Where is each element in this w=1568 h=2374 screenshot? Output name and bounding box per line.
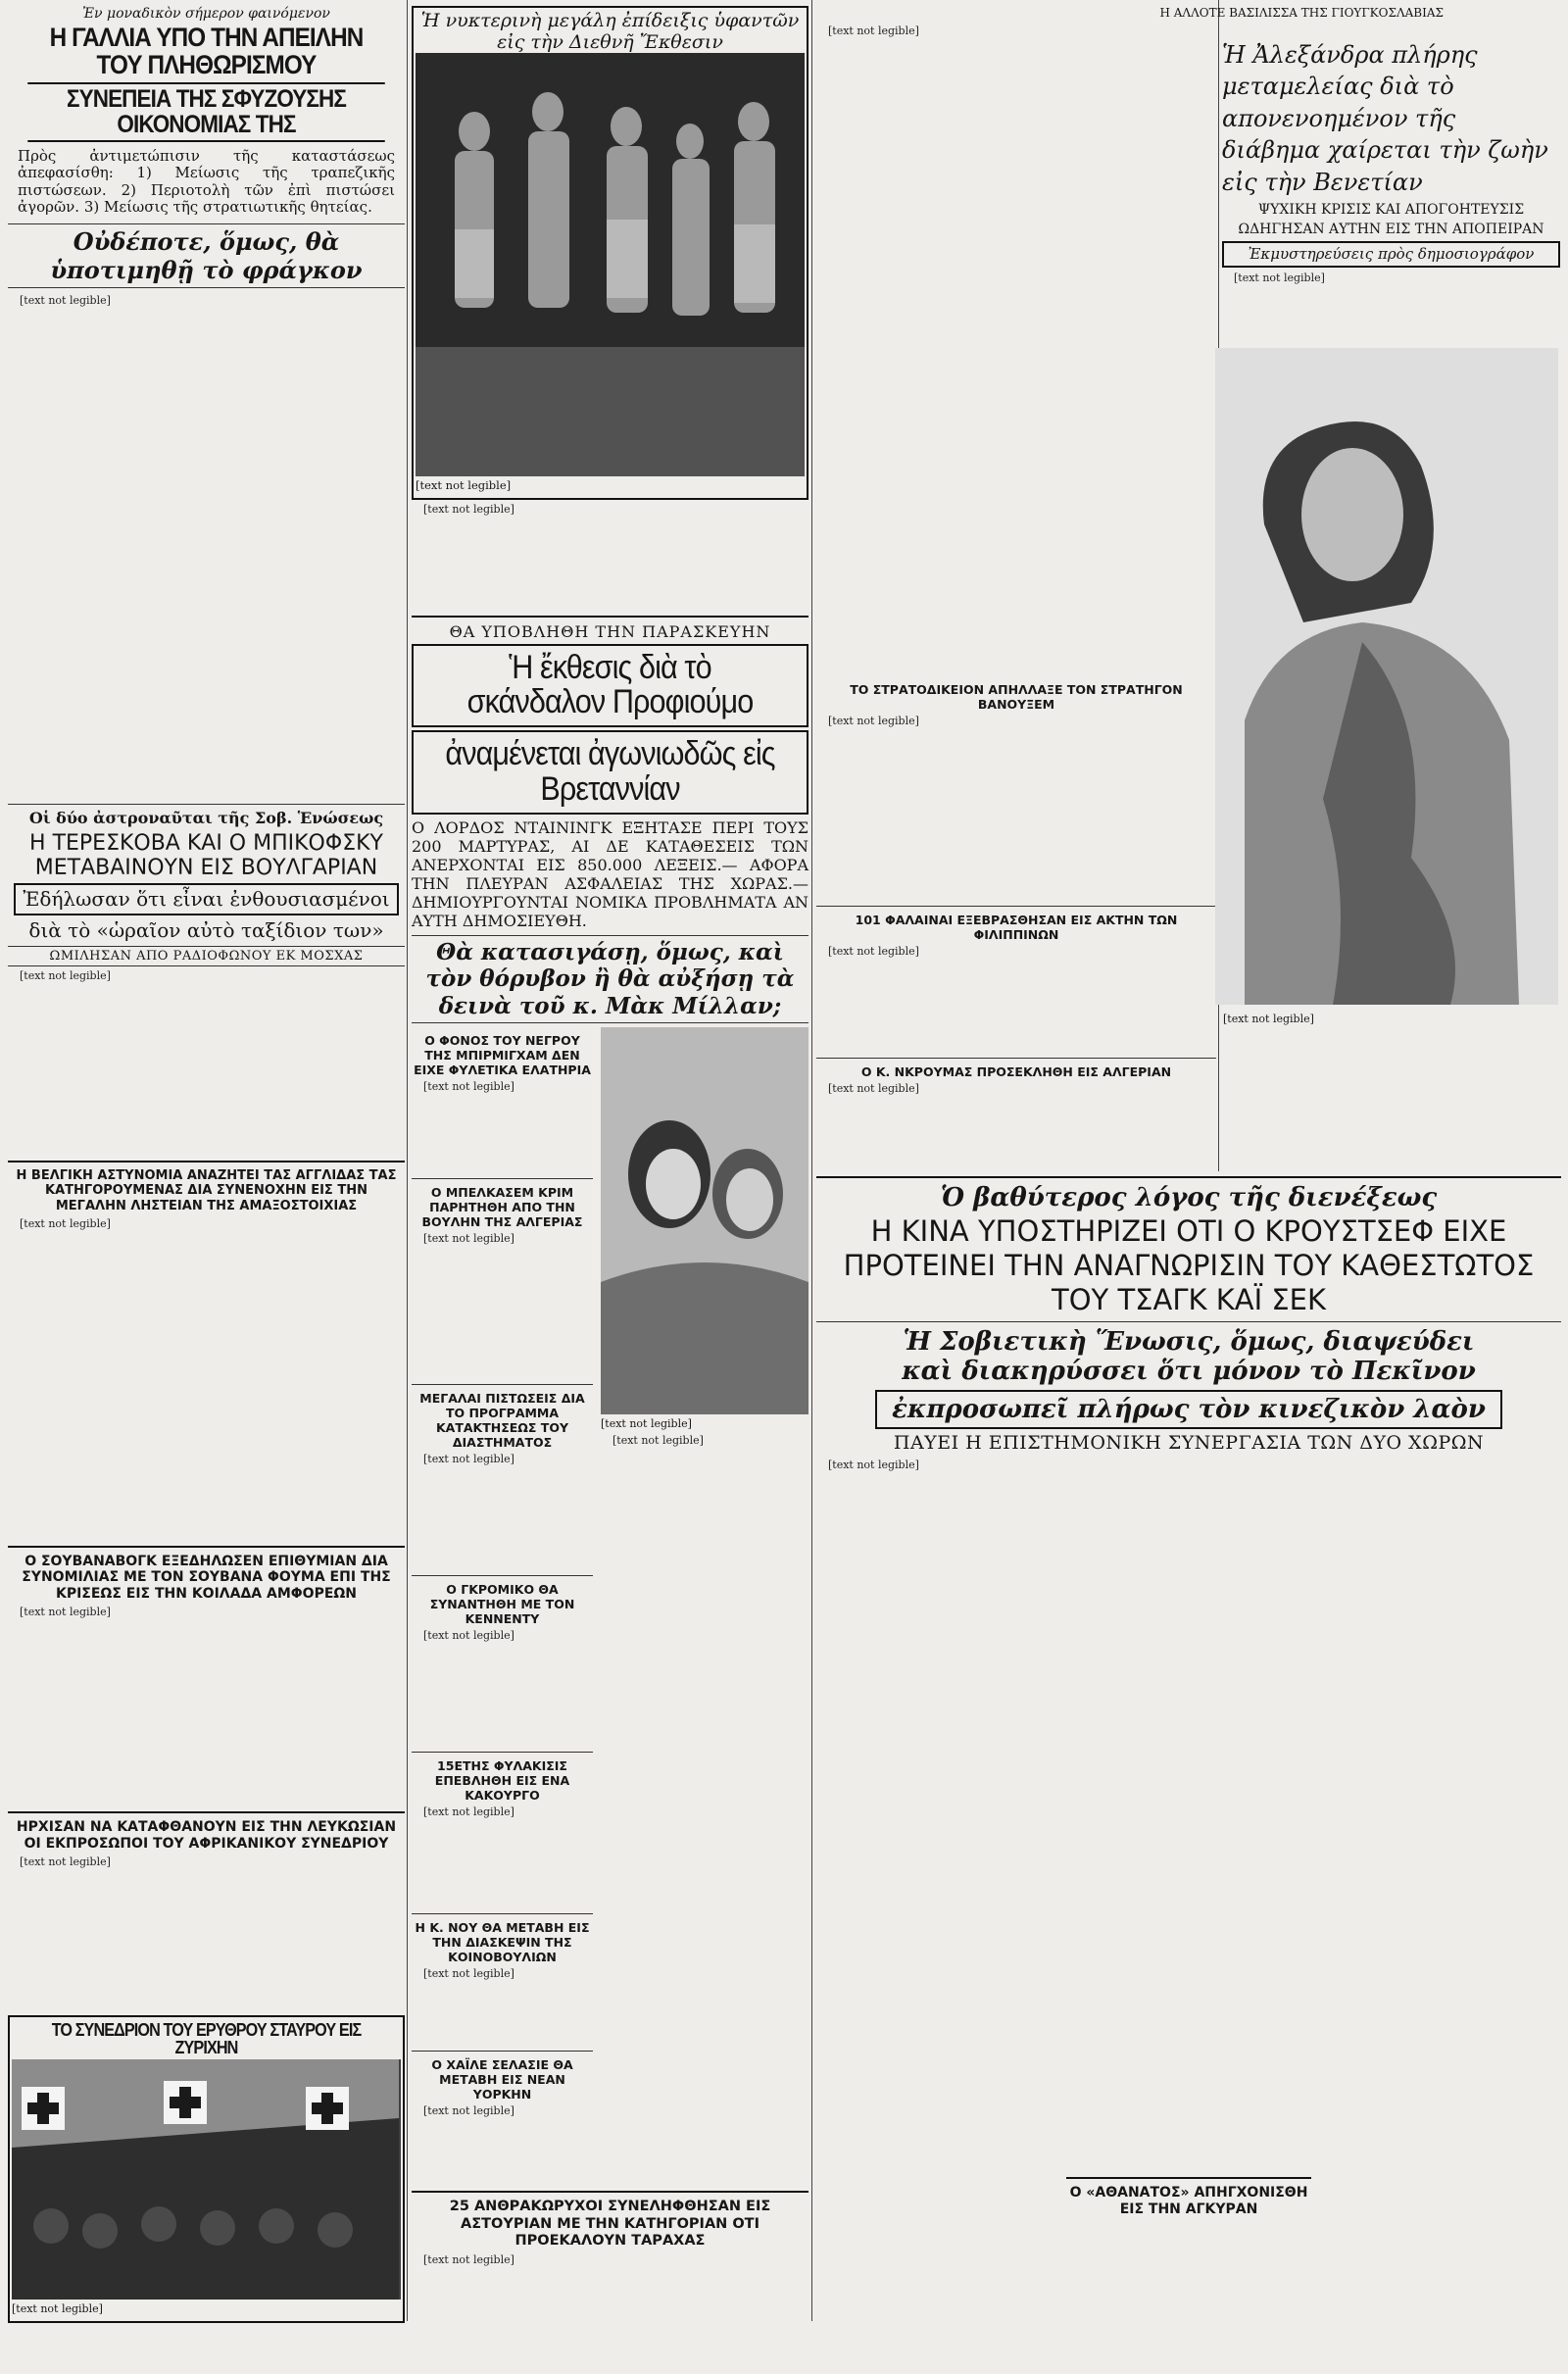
two-column-section <box>412 1027 808 2186</box>
fashion-show-photo <box>416 53 805 476</box>
alexandra-photo <box>1215 348 1558 1005</box>
headline: ΗΡΧΙΣΑΝ ΝΑ ΚΑΤΑΦΘΑΝΟΥΝ ΕΙΣ ΤΗΝ ΛΕΥΚΩΣΙΑΝ ΟΙ ΕΚΠΡΟΣΩΠΟΙ ΤΟΥ ΑΦΡΙΚΑΝΙΚΟΥ ΣΥΝΕΔΡΙΟΥ <box>16 1818 397 1852</box>
headline: Ο ΦΟΝΟΣ ΤΟΥ ΝΕΓΡΟΥ ΤΗΣ ΜΠΙΡΜΙΓΧΑΜ ΔΕΝ ΕΙΧΕ ΦΥΛΕΤΙΚΑ ΕΛΑΤΗΡΙΑ <box>414 1033 591 1078</box>
headline: Ο ΣΟΥΒΑΝΑΒΟΓΚ ΕΞΕΔΗΛΩΣΕΝ ΕΠΙΘΥΜΙΑΝ ΔΙΑ ΣΥΝΟΜΙΛΙΑΣ ΜΕ ΤΟΝ ΣΟΥΒΑΝΑ ΦΟΥΜΑ ΕΠΙ ΤΗΣ ΚΡΙΣΕΩΣ ΕΙΣ ΤΗΝ ΚΟΙΛΑΔΑ ΑΜΦΟΡΕΩΝ <box>22 1553 391 1603</box>
article-text: [text not legible] <box>423 1805 514 1819</box>
divider <box>412 1752 593 1753</box>
article-body <box>816 715 1216 901</box>
article-text: [text not legible] <box>423 1080 514 1094</box>
deck: Πρὸς ἀντιμετώπισιν τῆς καταστάσεως ἀπεφασίσθη: 1) Μείωσις τῆς τραπεζικῆς πιστώσεων. 2) Περιοτολὴ τῶν ἐπὶ πιστώσει ἀγορῶν. 3) Μείωσις τῆς στρατιωτικῆς θητείας. <box>18 147 395 216</box>
divider <box>816 906 1216 907</box>
headline: Η ΓΑΛΛΙΑ ΥΠΟ ΤΗΝ ΑΠΕΙΛΗΝ ΤΟΥ ΠΛΗΘΩΡΙΣΜΟΥ <box>27 24 385 84</box>
kicker: Ἐν μοναδικὸν σήμερον φαινόμενον <box>82 6 330 22</box>
article-text: [text not legible] <box>20 294 111 308</box>
divider <box>412 1913 593 1914</box>
divider <box>8 1546 405 1548</box>
divider <box>816 1176 1561 1178</box>
headline: 15ΕΤΗΣ ΦΥΛΑΚΙΣΙΣ ΕΠΕΒΛΗΘΗ ΕΙΣ ΕΝΑ ΚΑΚΟΥΡΓΟ <box>434 1758 570 1804</box>
divider <box>8 1811 405 1813</box>
kicker: Ὁ βαθύτερος λόγος τῆς διενέξεως <box>940 1183 1438 1212</box>
portrait-photo <box>601 1027 808 1414</box>
article-text: [text not legible] <box>423 502 514 516</box>
photo-box <box>8 2015 405 2323</box>
divider <box>8 1161 405 1162</box>
article-body <box>8 294 405 799</box>
headline: ΤΟ ΣΤΡΑΤΟΔΙΚΕΙΟΝ ΑΠΗΛΛΑΞΕ ΤΟΝ ΣΤΡΑΤΗΓΟΝ ΒΑΝΟΥΞΕΜ <box>850 682 1183 712</box>
quote-box: Ἐδήλωσαν ὅτι εἶναι ἐνθουσιασμένοι <box>14 883 399 915</box>
headline-box <box>412 730 808 814</box>
article-text: [text not legible] <box>828 1459 919 1472</box>
headline: Ο ΜΠΕΛΚΑΣΕΜ ΚΡΙΜ ΠΑΡΗΤΗΘΗ ΑΠΟ ΤΗΝ ΒΟΥΛΗΝ ΤΗΣ ΑΛΓΕΡΙΑΣ <box>421 1185 583 1230</box>
article-body <box>412 1967 593 2046</box>
red-cross-icon <box>306 2087 349 2130</box>
kicker: Η ΑΛΛΟΤΕ ΒΑΣΙΛΙΣΣΑ ΤΗΣ ΓΙΟΥΓΚΟΣΛΑΒΙΑΣ <box>1159 6 1444 20</box>
photo-caption: [text not legible] <box>601 1417 692 1431</box>
article-text: [text not legible] <box>423 1967 514 1981</box>
article-text: [text not legible] <box>423 1629 514 1643</box>
subheadline: καὶ διακηρύσσει ὅτι μόνον τὸ Πεκῖνον <box>902 1357 1476 1387</box>
photo-headline: Ἡ νυκτερινὴ μεγάλη ἐπίδειξις ὑφαντῶν εἰς τὴν Διεθνῆ Ἔκθεσιν <box>420 10 800 53</box>
photo-caption: [text not legible] <box>416 478 512 492</box>
subheadline: ΩΜΙΛΗΣΑΝ ΑΠΟ ΡΑΔΙΟΦΩΝΟΥ ΕΚ ΜΟΣΧΑΣ <box>8 946 405 966</box>
china-story <box>816 1171 1561 2221</box>
article-body <box>412 1232 593 1379</box>
divider <box>412 1575 593 1576</box>
athanatos-box <box>1066 2177 1311 2218</box>
article-text: [text not legible] <box>828 25 919 37</box>
subheadline-box <box>875 1390 1502 1429</box>
headline: Η ΚΙΝΑ ΥΠΟΣΤΗΡΙΖΕΙ ΟΤΙ Ο ΚΡΟΥΣΤΣΕΦ ΕΙΧΕ ΠΡΟΤΕΙΝΕΙ ΤΗΝ ΑΝΑΓΝΩΡΙΣΙΝ ΤΟΥ ΚΑΘΕΣΤΩΤΟΣ ΤΟΥ ΤΣΑΓΚ ΚΑΪ ΣΕΚ <box>843 1214 1535 1316</box>
headline: Η Κ. ΝΟΥ ΘΑ ΜΕΤΑΒΗ ΕΙΣ ΤΗΝ ΔΙΑΣΚΕΨΙΝ ΤΗΣ ΚΟΙΝΟΒΟΥΛΙΩΝ <box>415 1920 590 1965</box>
article-body <box>8 969 405 1156</box>
article-body <box>816 945 1216 1053</box>
article-text: [text not legible] <box>20 1216 111 1230</box>
photo-caption: [text not legible] <box>12 2302 103 2316</box>
article-body <box>412 1629 593 1747</box>
article-text: [text not legible] <box>423 2252 514 2266</box>
headline: 101 ΦΑΛΑΙΝΑΙ ΕΞΕΒΡΑΣΘΗΣΑΝ ΕΙΣ ΑΚΤΗΝ ΤΩΝ ΦΙΛΙΠΠΙΝΩΝ <box>855 913 1178 942</box>
news-briefs <box>412 1027 593 2186</box>
article-text: [text not legible] <box>828 715 919 727</box>
article-text: [text not legible] <box>423 2104 514 2118</box>
photo-box <box>412 6 808 500</box>
headline: Ἡ ἔκθεσις διὰ τὸ σκάνδαλον Προφιούμο <box>466 648 754 721</box>
headline: ἀναμένεται ἀγωνιωδῶς εἰς Βρεταννίαν <box>445 735 775 808</box>
column-a <box>8 0 405 2326</box>
section-title: Οἱ δύο ἀστροναῦται τῆς Σοβ. Ἑνώσεως <box>28 809 384 828</box>
article-body <box>816 25 1216 652</box>
headline: Ο Κ. ΝΚΡΟΥΜΑΣ ΠΡΟΣΕΚΛΗΘΗ ΕΙΣ ΑΛΓΕΡΙΑΝ <box>860 1064 1172 1079</box>
article-text: [text not legible] <box>20 1605 111 1618</box>
red-cross-icon <box>22 2087 65 2130</box>
article-body <box>8 1606 405 1806</box>
headline: Ἡ Ἀλεξάνδρα πλήρης μεταμελείας διὰ τὸ απονενοημένον τῆς διάβημα χαίρεται τὴν ζωὴν εἰς τὴν Βενετίαν <box>1222 41 1548 196</box>
article-body <box>412 2253 808 2371</box>
article-body <box>412 2104 593 2183</box>
divider <box>816 1321 1561 1322</box>
subheadline: ΩΔΗΓΗΣΑΝ ΑΥΤΗΝ ΕΙΣ ΤΗΝ ΑΠΟΠΕΙΡΑΝ <box>1238 222 1544 238</box>
fashion-show-photo-svg <box>416 53 805 476</box>
quote: διὰ τὸ «ὡραῖον αὐτὸ ταξίδιον των» <box>28 917 384 942</box>
article-text: [text not legible] <box>1234 272 1325 285</box>
portrait-photo-svg <box>601 1027 808 1414</box>
headline: ΜΕΓΑΛΑΙ ΠΙΣΤΩΣΕΙΣ ΔΙΑ ΤΟ ΠΡΟΓΡΑΜΜΑ ΚΑΤΑΚΤΗΣΕΩΣ ΤΟΥ ΔΙΑΣΤΗΜΑΤΟΣ <box>419 1391 585 1451</box>
column-divider <box>811 0 812 2321</box>
headline: Η ΤΕΡΕΣΚΟΒΑ ΚΑΙ Ο ΜΠΙΚΟΦΣΚΥ <box>29 830 383 856</box>
subheadline: ἐκπροσωπεῖ πλήρως τὸν κινεζικὸν λαὸν <box>892 1395 1486 1425</box>
article-text: [text not legible] <box>423 1232 514 1246</box>
divider <box>816 1058 1216 1059</box>
article-text: [text not legible] <box>612 1433 704 1447</box>
kicker: ΘΑ ΥΠΟΒΛΗΘΗ ΤΗΝ ΠΑΡΑΣΚΕΥΗΝ <box>449 621 771 641</box>
headline: Ο «ΑΘΑΝΑΤΟΣ» ΑΠΗΓΧΟΝΙΣΘΗ ΕΙΣ ΤΗΝ ΑΓΚΥΡΑΝ <box>1069 2185 1308 2218</box>
photo-headline: ΤΟ ΣΥΝΕΔΡΙΟΝ ΤΟΥ ΕΡΥΘΡΟΥ ΣΤΑΥΡΟΥ ΕΙΣ ΖΥΡΙΧΗΝ <box>51 2019 362 2058</box>
article-text: [text not legible] <box>423 1453 514 1466</box>
photo-caption: [text not legible] <box>1223 1013 1314 1025</box>
article-text: [text not legible] <box>828 1082 919 1095</box>
article-body <box>816 1459 1561 2174</box>
headline: Η ΒΕΛΓΙΚΗ ΑΣΤΥΝΟΜΙΑ ΑΝΑΖΗΤΕΙ ΤΑΣ ΑΓΓΛΙΔΑΣ ΤΑΣ ΚΑΤΗΓΟΡΟΥΜΕΝΑΣ ΔΙΑ ΣΥΝΕΝΟΧΗΝ ΕΙΣ ΤΗΝ ΜΕΓΑΛΗΝ ΛΗΣΤΕΙΑΝ ΤΗΣ ΑΜΑΞΟΣΤΟΙΧΙΑΣ <box>16 1167 397 1213</box>
headline: ΜΕΤΑΒΑΙΝΟΥΝ ΕΙΣ ΒΟΥΛΓΑΡΙΑΝ <box>34 855 378 880</box>
article-text: [text not legible] <box>20 968 111 982</box>
divider <box>412 1178 593 1179</box>
article-body <box>601 1434 808 2042</box>
photo-column <box>601 1027 808 2186</box>
divider <box>412 2191 808 2193</box>
headline: Ο ΧΑΪΛΕ ΣΕΛΑΣΙΕ ΘΑ ΜΕΤΑΒΗ ΕΙΣ ΝΕΑΝ ΥΟΡΚΗΝ <box>431 2057 573 2102</box>
deck: Ο ΛΟΡΔΟΣ ΝΤΑΙΝΙΝΓΚ ΕΞΗΤΑΣΕ ΠΕΡΙ ΤΟΥΣ 200 ΜΑΡΤΥΡΑΣ, ΑΙ ΔΕ ΚΑΤΑΘΕΣΕΙΣ ΤΩΝ ΑΝΕΡΧΟΝΤΑΙ ΕΙΣ 850.000 ΛΕΞΕΙΣ.— ΑΦΟΡΑ ΤΗΝ ΠΛΕΥΡΑΝ ΑΣΦΑΛΕΙΑΣ ΤΗΣ ΧΩΡΑΣ.— ΔΗΜΙΟΥΡΓΟΥΝΤΑΙ ΝΟΜΙΚΑ ΠΡΟΒΛΗΜΑΤΑ ΑΝ ΑΥΤΗ ΔΗΜΟΣΙΕΥΘΗ. <box>412 817 808 931</box>
article-body <box>412 1080 593 1173</box>
divider <box>412 616 808 618</box>
article-text: [text not legible] <box>20 1855 111 1868</box>
column-divider <box>407 0 408 2321</box>
column-c <box>816 676 1216 1166</box>
subheadline: Ἡ Σοβιετικὴ Ἕνωσις, ὅμως, διαψεύδει <box>903 1327 1475 1358</box>
divider <box>412 1384 593 1385</box>
headline: 25 ΑΝΘΡΑΚΩΡΥΧΟΙ ΣΥΝΕΛΗΦΘΗΣΑΝ ΕΙΣ ΑΣΤΟΥΡΙΑΝ ΜΕ ΤΗΝ ΚΑΤΗΓΟΡΙΑΝ ΟΤΙ ΠΡΟΕΚΑΛΟΥΝ ΤΑΡΑΧΑΣ <box>449 2199 771 2250</box>
article-text: [text not legible] <box>828 945 919 958</box>
column-cd-top <box>816 0 1561 22</box>
subheadline: ΠΑΥΕΙ Η ΕΠΙΣΤΗΜΟΝΙΚΗ ΣΥΝΕΡΓΑΣΙΑ ΤΩΝ ΔΥΟ ΧΩΡΩΝ <box>893 1432 1485 1455</box>
red-cross-photo <box>12 2059 401 2300</box>
headline: ΣΥΝΕΠΕΙΑ ΤΗΣ ΣΦΥΖΟΥΣΗΣ ΟΙΚΟΝΟΜΙΑΣ ΤΗΣ <box>27 86 385 143</box>
alexandra-photo-column <box>816 22 1216 655</box>
subheadline-box: Ἐκμυστηρεύσεις πρὸς δημοσιογράφον <box>1222 241 1560 268</box>
article-body <box>8 1855 405 2012</box>
article-body <box>816 1082 1216 1170</box>
headline-box <box>412 644 808 727</box>
divider <box>412 2051 593 2052</box>
red-cross-icon <box>164 2081 207 2124</box>
article-body <box>8 1217 405 1541</box>
article-body <box>412 503 808 611</box>
article-body <box>412 1453 593 1570</box>
column-b <box>412 0 808 2374</box>
article-body <box>412 1805 593 1908</box>
headline: Οὐδέποτε, ὅμως, θὰ ὑποτιμηθῇ τὸ φράγκον <box>8 223 405 288</box>
subheadline: ΨΥΧΙΚΗ ΚΡΙΣΙΣ ΚΑΙ ΑΠΟΓΟΗΤΕΥΣΙΣ <box>1257 201 1525 218</box>
divider <box>8 804 405 805</box>
alexandra-photo-svg <box>1215 348 1558 1005</box>
headline: Θὰ κατασιγάσῃ, ὅμως, καὶ τὸν θόρυβον ἢ θὰ αὐξήσῃ τὰ δεινὰ τοῦ κ. Μὰκ Μίλλαν; <box>412 935 808 1024</box>
headline: Ο ΓΚΡΟΜΙΚΟ ΘΑ ΣΥΝΑΝΤΗΘΗ ΜΕ ΤΟΝ ΚΕΝΝΕΝΤΥ <box>429 1582 575 1627</box>
